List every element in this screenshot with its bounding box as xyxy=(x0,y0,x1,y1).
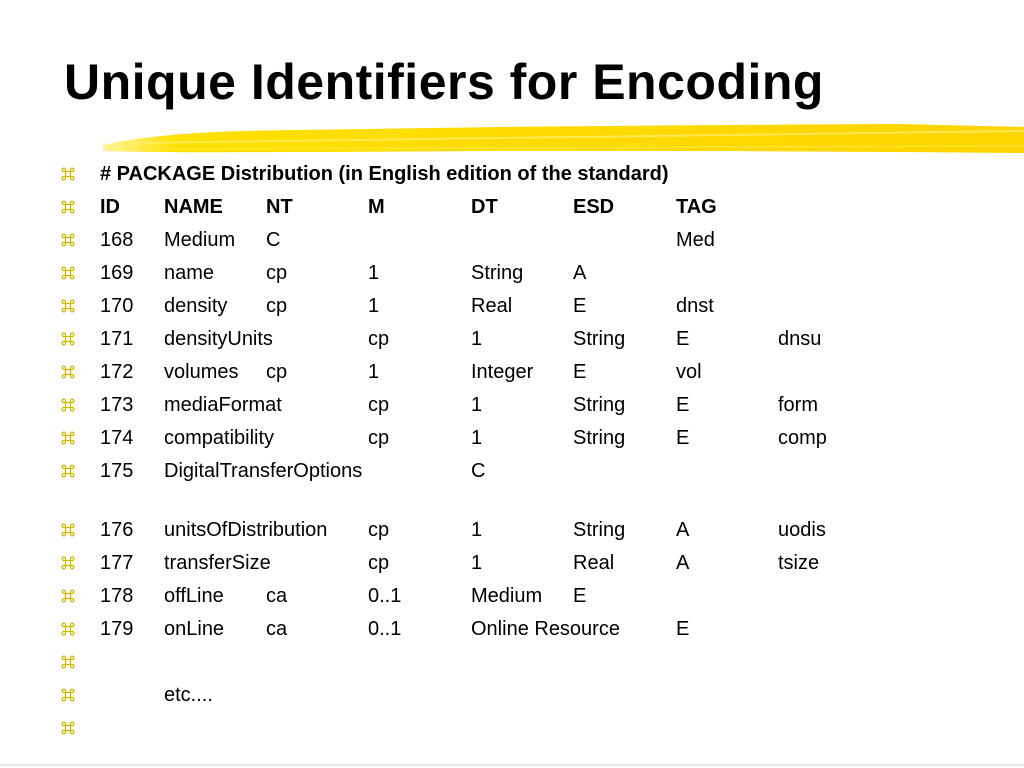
table-cell: onLine xyxy=(164,618,225,640)
command-key-icon xyxy=(61,390,81,420)
table-cell: cp xyxy=(368,394,390,416)
table-cell: cp xyxy=(368,519,390,541)
command-key-icon xyxy=(61,713,81,743)
table-cell: String xyxy=(573,328,626,350)
table-cell: etc.... xyxy=(164,684,213,706)
table-cell: 1 xyxy=(471,519,483,541)
table-cell: A xyxy=(573,262,587,284)
table-cell: 1 xyxy=(471,328,483,350)
command-key-icon xyxy=(61,258,81,288)
table-cell: cp xyxy=(266,295,288,317)
table-row xyxy=(0,291,1024,321)
table-cell: vol xyxy=(676,361,702,383)
table-row xyxy=(0,614,1024,644)
table-cell: 178 xyxy=(100,585,134,607)
table-cell: 175 xyxy=(100,460,134,482)
table-cell: Integer xyxy=(471,361,534,383)
table-cell: mediaFormat xyxy=(164,394,282,416)
table-cell: 1 xyxy=(368,361,380,383)
column-header: ID xyxy=(100,196,120,218)
table-cell: 177 xyxy=(100,552,134,574)
table-cell: Real xyxy=(573,552,615,574)
table-row xyxy=(0,357,1024,387)
table-cell: dnst xyxy=(676,295,714,317)
table-cell: 168 xyxy=(100,229,134,251)
table-row xyxy=(0,390,1024,420)
table-cell: Medium xyxy=(164,229,236,251)
package-line xyxy=(0,159,1024,189)
table-cell: cp xyxy=(368,427,390,449)
slide-title: Unique Identifiers for Encoding xyxy=(64,54,824,110)
table-cell: 172 xyxy=(100,361,134,383)
command-key-icon xyxy=(61,357,81,387)
table-cell: String xyxy=(573,519,626,541)
table-cell: cp xyxy=(266,361,288,383)
table-cell: String xyxy=(573,427,626,449)
command-key-icon xyxy=(61,324,81,354)
table-row xyxy=(0,324,1024,354)
table-cell: offLine xyxy=(164,585,224,607)
table-cell: unitsOfDistribution xyxy=(164,519,328,541)
footer-divider xyxy=(0,764,1024,766)
command-key-icon xyxy=(61,456,81,486)
table-cell: E xyxy=(573,361,587,383)
table-cell: 171 xyxy=(100,328,134,350)
table-row xyxy=(0,456,1024,486)
table-cell: cp xyxy=(368,552,390,574)
table-cell: transferSize xyxy=(164,552,271,574)
table-row xyxy=(0,548,1024,578)
table-row xyxy=(0,258,1024,288)
table-row xyxy=(0,423,1024,453)
table-cell: densityUnits xyxy=(164,328,273,350)
column-header: NAME xyxy=(164,196,223,218)
table-row xyxy=(0,225,1024,255)
table-cell: 1 xyxy=(368,262,380,284)
package-line-text: # PACKAGE Distribution (in English edition of the standard) xyxy=(100,163,669,185)
table-row xyxy=(0,581,1024,611)
table-cell: density xyxy=(164,295,228,317)
table-cell: Med xyxy=(676,229,715,251)
list-item xyxy=(0,647,1024,677)
table-cell: 1 xyxy=(471,394,483,416)
table-cell: 170 xyxy=(100,295,134,317)
command-key-icon xyxy=(61,225,81,255)
table-row xyxy=(0,515,1024,545)
table-cell: A xyxy=(676,552,690,574)
command-key-icon xyxy=(61,192,81,222)
list-item xyxy=(0,713,1024,743)
table-cell: Medium xyxy=(471,585,543,607)
table-cell: E xyxy=(676,328,690,350)
table-cell: volumes xyxy=(164,361,239,383)
command-key-icon xyxy=(61,515,81,545)
column-header: M xyxy=(368,196,385,218)
table-cell: compatibility xyxy=(164,427,275,449)
table-cell: ca xyxy=(266,585,288,607)
command-key-icon xyxy=(61,680,81,710)
table-cell: DigitalTransferOptions xyxy=(164,460,363,482)
column-header: TAG xyxy=(676,196,717,218)
table-cell: 1 xyxy=(471,552,483,574)
table-cell: E xyxy=(676,427,690,449)
table-cell: form xyxy=(778,394,818,416)
table-cell: tsize xyxy=(778,552,820,574)
table-cell: comp xyxy=(778,427,827,449)
command-key-icon xyxy=(61,291,81,321)
list-item xyxy=(0,680,1024,710)
command-key-icon xyxy=(61,548,81,578)
table-header-row xyxy=(0,192,1024,222)
table-cell: ca xyxy=(266,618,288,640)
table-cell: E xyxy=(676,618,690,640)
table-cell: cp xyxy=(266,262,288,284)
table-cell: 0..1 xyxy=(368,585,402,607)
table-cell: 1 xyxy=(368,295,380,317)
table-cell: 0..1 xyxy=(368,618,402,640)
table-cell: E xyxy=(573,585,587,607)
table-cell: E xyxy=(573,295,587,317)
table-cell: 173 xyxy=(100,394,134,416)
table-cell: C xyxy=(266,229,281,251)
table-cell: 1 xyxy=(471,427,483,449)
table-cell: C xyxy=(471,460,486,482)
column-header: DT xyxy=(471,196,498,218)
table-cell: A xyxy=(676,519,690,541)
table-cell: dnsu xyxy=(778,328,822,350)
table-cell: 174 xyxy=(100,427,134,449)
column-header: NT xyxy=(266,196,293,218)
table-cell: String xyxy=(471,262,524,284)
table-cell: Online Resource xyxy=(471,618,620,640)
table-cell: cp xyxy=(368,328,390,350)
table-cell: 169 xyxy=(100,262,134,284)
table-cell: E xyxy=(676,394,690,416)
table-cell: name xyxy=(164,262,215,284)
table-cell: uodis xyxy=(778,519,826,541)
command-key-icon xyxy=(61,581,81,611)
command-key-icon xyxy=(61,159,81,189)
command-key-icon xyxy=(61,614,81,644)
command-key-icon xyxy=(61,647,81,677)
command-key-icon xyxy=(61,423,81,453)
table-cell: String xyxy=(573,394,626,416)
table-cell: 176 xyxy=(100,519,134,541)
column-header: ESD xyxy=(573,196,615,218)
table-cell: Real xyxy=(471,295,513,317)
table-cell: 179 xyxy=(100,618,134,640)
